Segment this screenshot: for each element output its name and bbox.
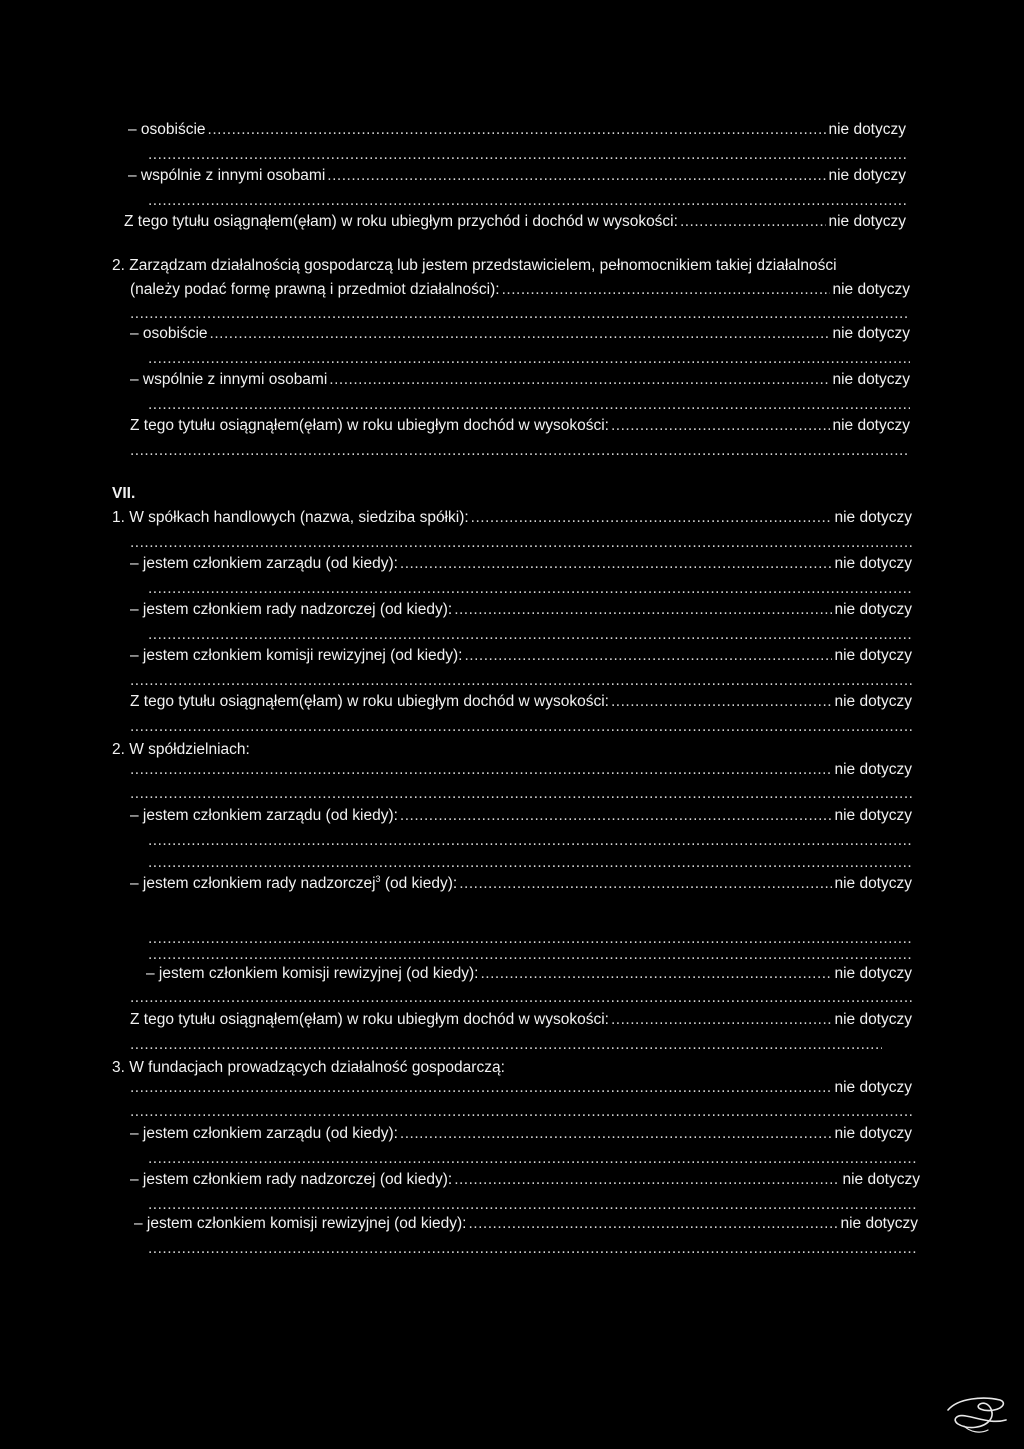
value-not-applicable: nie dotyczy [834, 1011, 912, 1028]
row-jointly-1 [128, 166, 906, 186]
label-supervisory-suffix: (od kiedy): [380, 875, 458, 892]
dotted-fill-line [148, 579, 912, 599]
dot-leader [465, 646, 833, 666]
value-not-applicable: nie dotyczy [834, 1079, 912, 1096]
dot-leader [469, 1214, 839, 1234]
label-supervisory-member: – jestem członkiem rady nadzorczej (od kiedy): [130, 1171, 453, 1188]
row-companies [112, 508, 912, 528]
label-board-member: – jestem członkiem zarządu (od kiedy): [130, 555, 398, 572]
value-not-applicable: nie dotyczy [834, 647, 912, 664]
row-item2-legal-form [130, 280, 910, 300]
dot-leader [454, 600, 832, 620]
row-coop-audit [146, 964, 912, 984]
value-not-applicable: nie dotyczy [832, 371, 910, 388]
dot-leader [611, 1010, 832, 1030]
value-not-applicable: nie dotyczy [832, 325, 910, 342]
value-not-applicable: nie dotyczy [828, 167, 906, 184]
row-foundation-supervisory [130, 1170, 920, 1190]
dot-leader [208, 120, 827, 140]
dot-leader [400, 554, 833, 574]
label-income: Z tego tytułu osiągnąłem(ęłam) w roku ubiegłym dochód w wysokości: [130, 1011, 609, 1028]
row-cooperatives [130, 760, 912, 780]
dot-leader [130, 1078, 832, 1098]
dotted-fill-line [130, 784, 912, 804]
label-companies: 1. W spółkach handlowych (nazwa, siedziba spółki): [112, 509, 469, 526]
value-not-applicable: nie dotyczy [842, 1171, 920, 1188]
value-not-applicable: nie dotyczy [832, 417, 910, 434]
row-foundations [130, 1078, 912, 1098]
row-foundation-board [130, 1124, 912, 1144]
row-coop-board [130, 806, 912, 826]
dotted-fill-line [148, 191, 906, 211]
dot-leader [400, 806, 833, 826]
dotted-fill-line [130, 988, 912, 1008]
label-income: Z tego tytułu osiągnąłem(ęłam) w roku ubiegłym dochód w wysokości: [130, 417, 609, 434]
dotted-fill-line [130, 441, 910, 461]
row-companies-audit [130, 646, 912, 666]
label-income-revenue: Z tego tytułu osiągnąłem(ęłam) w roku ubiegłym przychód i dochód w wysokości: [124, 213, 678, 230]
dot-leader [611, 692, 832, 712]
row-income-3 [130, 1010, 912, 1030]
value-not-applicable: nie dotyczy [834, 875, 912, 892]
dotted-fill-line [148, 395, 910, 415]
label-jointly: – wspólnie z innymi osobami [128, 167, 326, 184]
value-not-applicable: nie dotyczy [834, 1125, 912, 1142]
dotted-fill-line [148, 831, 912, 851]
row-jointly-2 [130, 370, 910, 390]
value-not-applicable: nie dotyczy [832, 281, 910, 298]
label-supervisory-member: – jestem członkiem rady nadzorczej (od kiedy): [130, 601, 453, 618]
dotted-fill-line [130, 304, 910, 324]
value-not-applicable: nie dotyczy [834, 555, 912, 572]
dot-leader [611, 416, 830, 436]
dotted-fill-line [130, 1035, 882, 1055]
label-audit-member: – jestem członkiem komisji rewizyjnej (od kiedy): [134, 1215, 467, 1232]
dotted-fill-line [148, 145, 906, 165]
dot-leader [459, 874, 832, 894]
dot-leader [210, 324, 831, 344]
label-supervisory-member [130, 874, 457, 894]
signature-initials-icon [944, 1390, 1010, 1438]
value-not-applicable: nie dotyczy [840, 1215, 918, 1232]
row-personally-1 [128, 120, 906, 140]
label-jointly: – wspólnie z innymi osobami [130, 371, 328, 388]
row-coop-supervisory [130, 874, 912, 894]
dotted-fill-line [148, 625, 912, 645]
item3-foundations: 3. W fundacjach prowadzących działalność gospodarczą: [112, 1059, 505, 1076]
row-foundation-audit [134, 1214, 918, 1234]
item2-cooperatives: 2. W spółdzielniach: [112, 741, 250, 758]
row-companies-supervisory [130, 600, 912, 620]
label-board-member: – jestem członkiem zarządu (od kiedy): [130, 807, 398, 824]
row-personally-2 [130, 324, 910, 344]
dot-leader [130, 760, 832, 780]
label-audit-member: – jestem członkiem komisji rewizyjnej (od kiedy): [146, 965, 479, 982]
label-income: Z tego tytułu osiągnąłem(ęłam) w roku ubiegłym dochód w wysokości: [130, 693, 609, 710]
value-not-applicable: nie dotyczy [834, 693, 912, 710]
dot-leader [680, 212, 827, 232]
dotted-fill-line [148, 1195, 918, 1215]
label-board-member: – jestem członkiem zarządu (od kiedy): [130, 1125, 398, 1142]
dotted-fill-line [130, 717, 912, 737]
row-companies-board [130, 554, 912, 574]
value-not-applicable: nie dotyczy [834, 807, 912, 824]
value-not-applicable: nie dotyczy [834, 761, 912, 778]
label-personally: – osobiście [128, 121, 206, 138]
footnote-marker: 3 [375, 873, 381, 884]
value-not-applicable: nie dotyczy [834, 965, 912, 982]
section-heading-vii: VII. [112, 485, 136, 502]
dot-leader [481, 964, 833, 984]
dotted-fill-line [148, 1239, 918, 1259]
label-legal-form: (należy podać formę prawną i przedmiot działalności): [130, 281, 500, 298]
item2-line1: 2. Zarządzam działalnością gospodarczą lub jestem przedstawicielem, pełnomocnikiem takiej działalności [112, 257, 837, 274]
label-supervisory-prefix: – jestem członkiem rady nadzorczej [130, 875, 376, 892]
dotted-fill-line [148, 945, 912, 965]
row-income-revenue [124, 212, 906, 232]
label-audit-member: – jestem członkiem komisji rewizyjnej (od kiedy): [130, 647, 463, 664]
dotted-fill-line [148, 853, 912, 873]
value-not-applicable: nie dotyczy [828, 213, 906, 230]
dot-leader [471, 508, 833, 528]
row-income-1 [130, 416, 910, 436]
dotted-fill-line [130, 533, 912, 553]
value-not-applicable: nie dotyczy [828, 121, 906, 138]
dotted-fill-line [148, 349, 910, 369]
dot-leader [329, 370, 830, 390]
dotted-fill-line [148, 1149, 918, 1169]
dotted-fill-line [130, 1102, 912, 1122]
dot-leader [502, 280, 831, 300]
value-not-applicable: nie dotyczy [834, 509, 912, 526]
value-not-applicable: nie dotyczy [834, 601, 912, 618]
dotted-fill-line [130, 671, 912, 691]
dot-leader [400, 1124, 833, 1144]
label-personally: – osobiście [130, 325, 208, 342]
row-income-2 [130, 692, 912, 712]
dot-leader [327, 166, 826, 186]
dot-leader [454, 1170, 840, 1190]
